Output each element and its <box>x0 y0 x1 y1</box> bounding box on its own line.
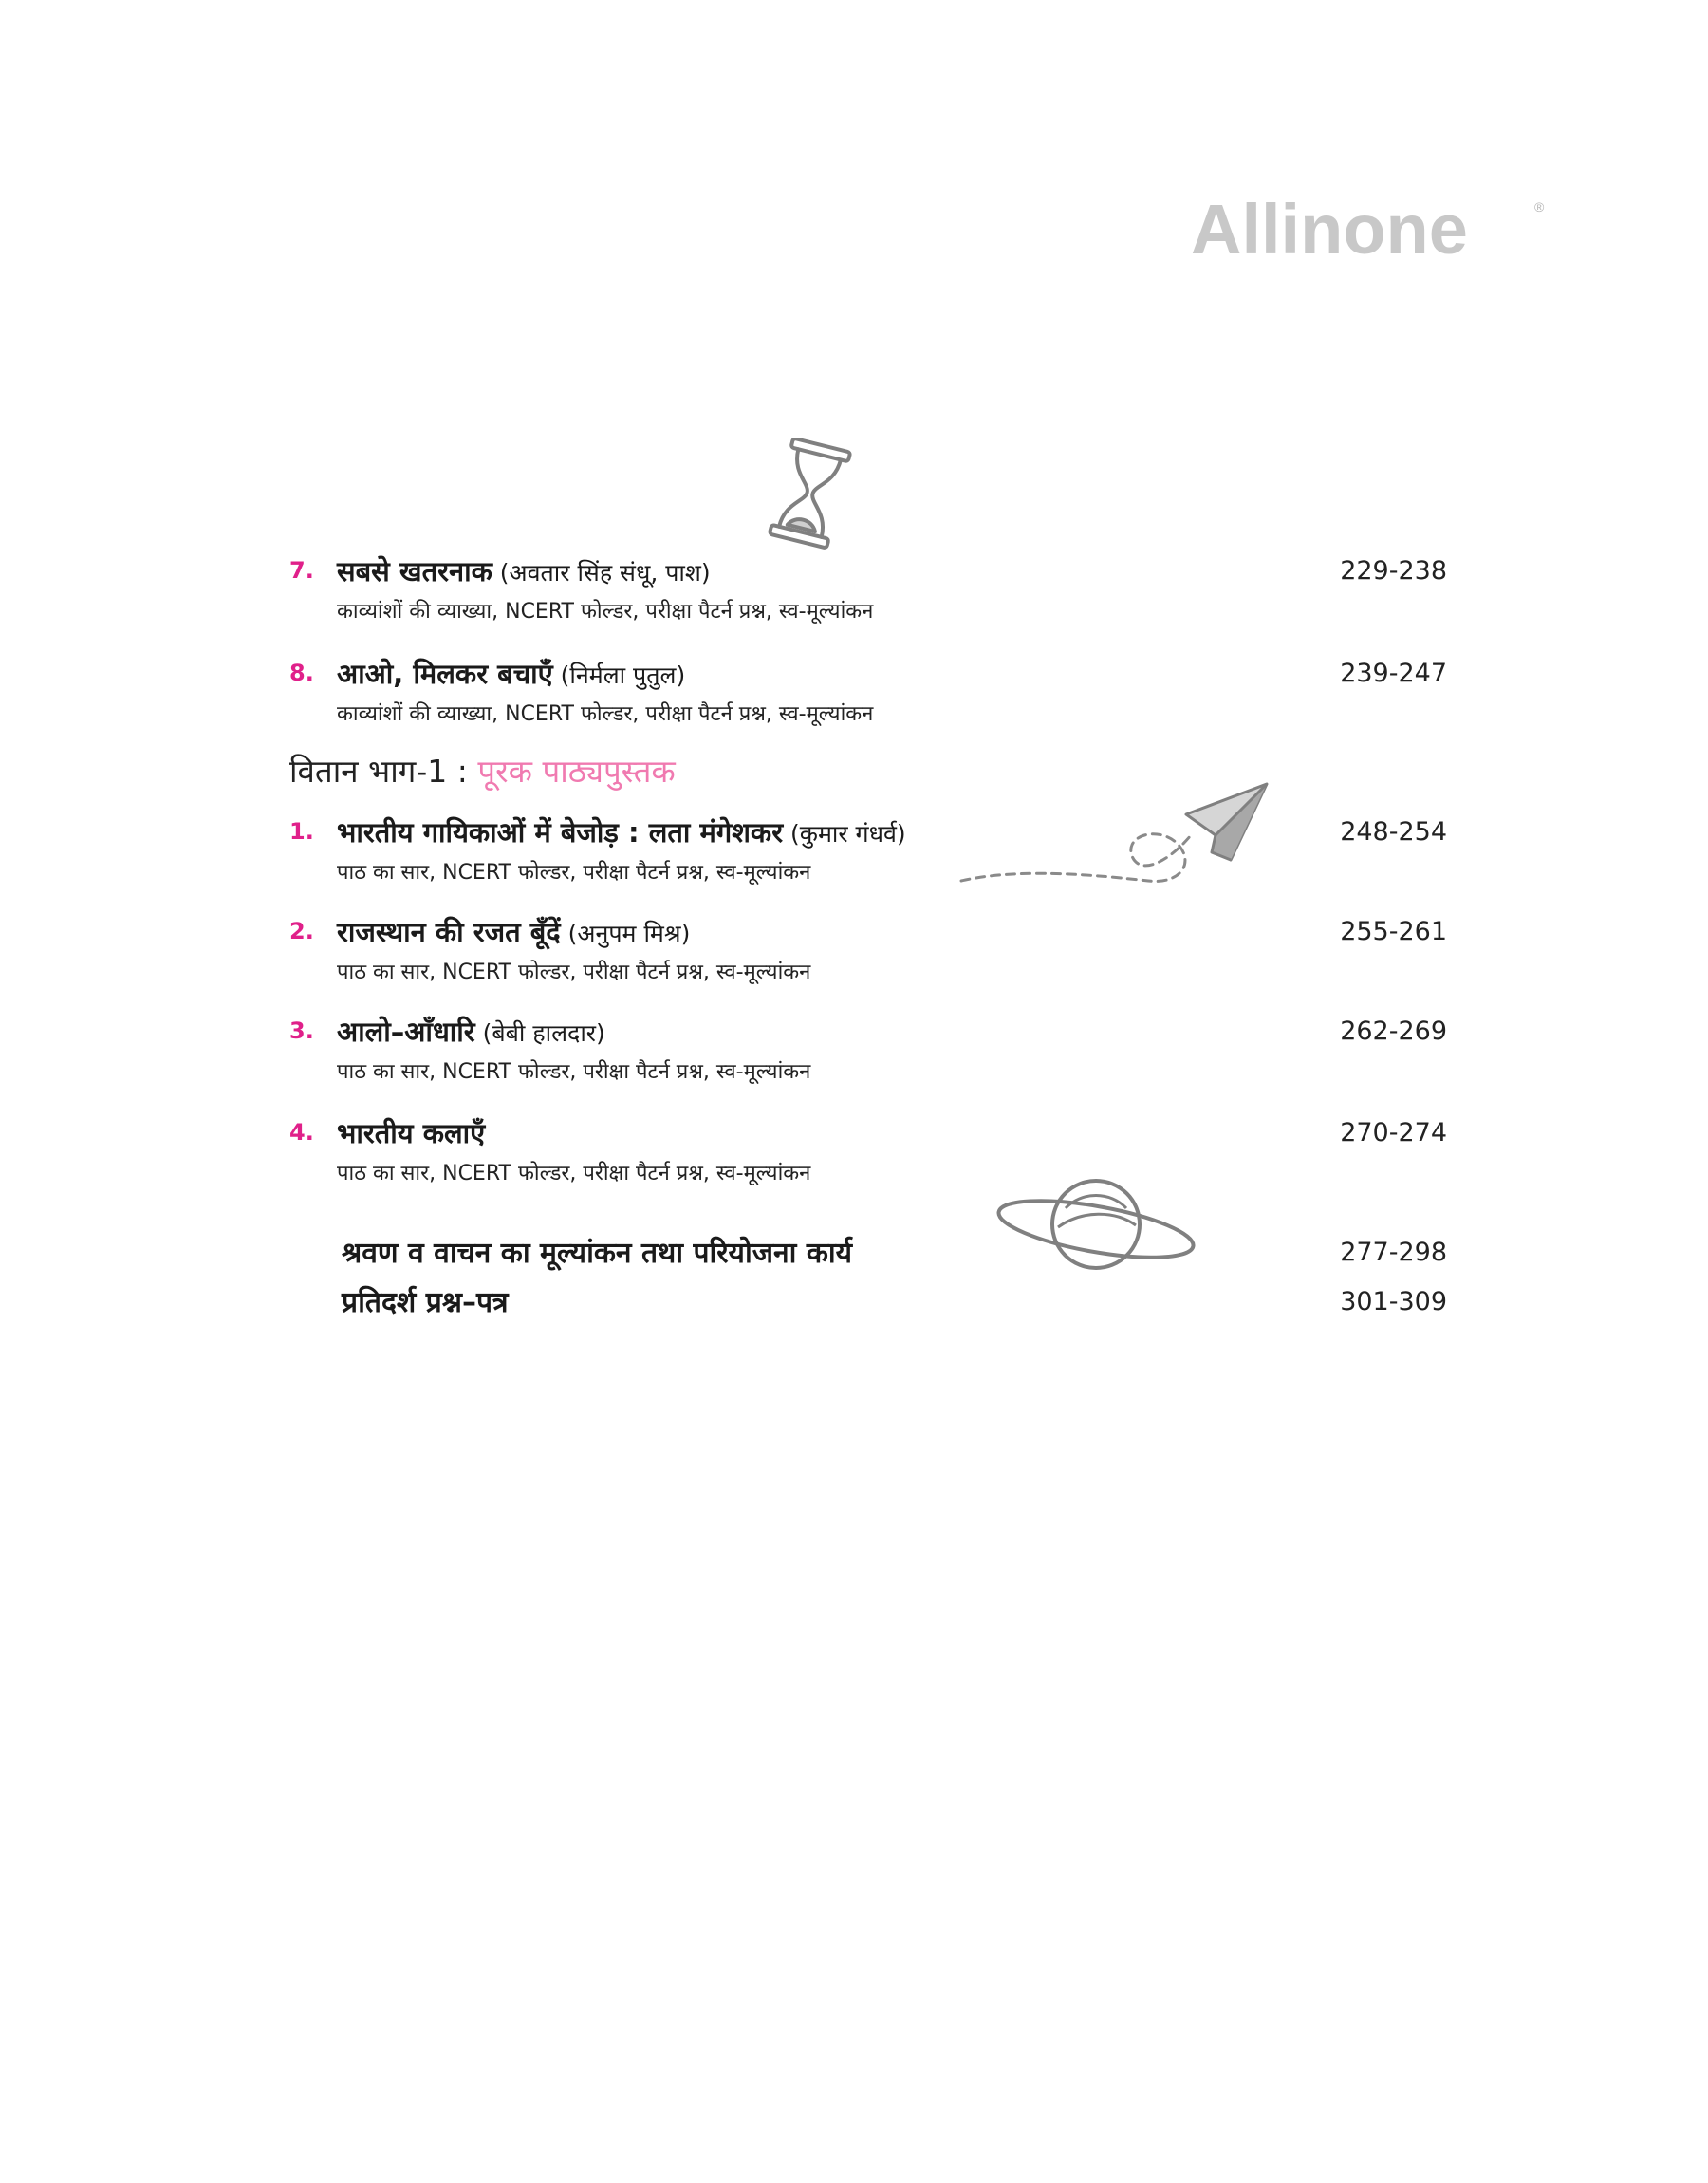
page-range: 277-298 <box>1340 1238 1447 1267</box>
planet-icon <box>992 1163 1200 1286</box>
entry-author: (अनुपम मिश्र) <box>560 920 691 947</box>
entry-title-line <box>337 816 906 850</box>
entry-title-line <box>337 916 690 950</box>
entry-title-line <box>337 1016 605 1050</box>
entry-title: आलो–आँधारि <box>337 1016 475 1048</box>
entry-subtopics: पाठ का सार, NCERT फोल्डर, परीक्षा पैटर्न प्रश्न, स्व-मूल्यांकन <box>337 961 811 984</box>
entry-number: 7. <box>289 557 314 584</box>
entry-author: (निर्मला पुतुल) <box>552 662 686 689</box>
entry-subtopics: पाठ का सार, NCERT फोल्डर, परीक्षा पैटर्न प्रश्न, स्व-मूल्यांकन <box>337 1060 811 1084</box>
entry-number: 4. <box>289 1119 314 1146</box>
entry-title: भारतीय गायिकाओं में बेजोड़ : लता मंगेशकर <box>337 816 784 849</box>
entry-number: 2. <box>289 918 314 944</box>
page-range: 262-269 <box>1340 1017 1447 1046</box>
entry-subtopics: पाठ का सार, NCERT फोल्डर, परीक्षा पैटर्न प्रश्न, स्व-मूल्यांकन <box>337 861 811 885</box>
entry-title-line <box>337 555 711 589</box>
entry-title: राजस्थान की रजत बूँदें <box>337 916 561 948</box>
section-prefix: वितान भाग-1 : <box>289 753 478 790</box>
page-range: 255-261 <box>1340 917 1447 946</box>
entry-title-line <box>337 658 685 692</box>
entry-subtopics: काव्यांशों की व्याख्या, NCERT फोल्डर, परीक्षा पैटर्न प्रश्न, स्व-मूल्यांकन <box>337 702 874 726</box>
entry-subtopics: पाठ का सार, NCERT फोल्डर, परीक्षा पैटर्न प्रश्न, स्व-मूल्यांकन <box>337 1162 811 1185</box>
hourglass-icon <box>759 438 863 552</box>
entry-author: (अवतार सिंह संधू, पाश) <box>492 559 711 587</box>
entry-title: सबसे खतरनाक <box>337 555 492 588</box>
extra-title: श्रवण व वाचन का मूल्यांकन तथा परियोजना कार्य <box>342 1237 853 1270</box>
entry-title-line <box>337 1117 485 1151</box>
page-range: 301-309 <box>1340 1287 1447 1316</box>
page-range: 270-274 <box>1340 1118 1447 1147</box>
section-heading <box>289 753 676 791</box>
logo-text: Allinone <box>1191 190 1468 269</box>
allinone-logo <box>1191 185 1551 271</box>
extra-title: प्रतिदर्श प्रश्न–पत्र <box>342 1286 509 1319</box>
page-range: 229-238 <box>1340 556 1447 586</box>
entry-number: 3. <box>289 1017 314 1044</box>
entry-number: 8. <box>289 660 314 686</box>
entry-author: (बेबी हालदार) <box>474 1019 605 1047</box>
entry-title: भारतीय कलाएँ <box>337 1117 486 1149</box>
page-range: 239-247 <box>1340 659 1447 688</box>
registered-mark: ® <box>1534 199 1545 215</box>
entry-number: 1. <box>289 818 314 845</box>
entry-author: (कुमार गंधर्व) <box>783 820 906 848</box>
entry-title: आओ, मिलकर बचाएँ <box>337 658 553 690</box>
paper-plane-icon <box>954 776 1276 919</box>
section-accent: पूरक पाठ्यपुस्तक <box>477 753 676 790</box>
page-range: 248-254 <box>1340 817 1447 847</box>
entry-subtopics: काव्यांशों की व्याख्या, NCERT फोल्डर, परीक्षा पैटर्न प्रश्न, स्व-मूल्यांकन <box>337 600 874 624</box>
